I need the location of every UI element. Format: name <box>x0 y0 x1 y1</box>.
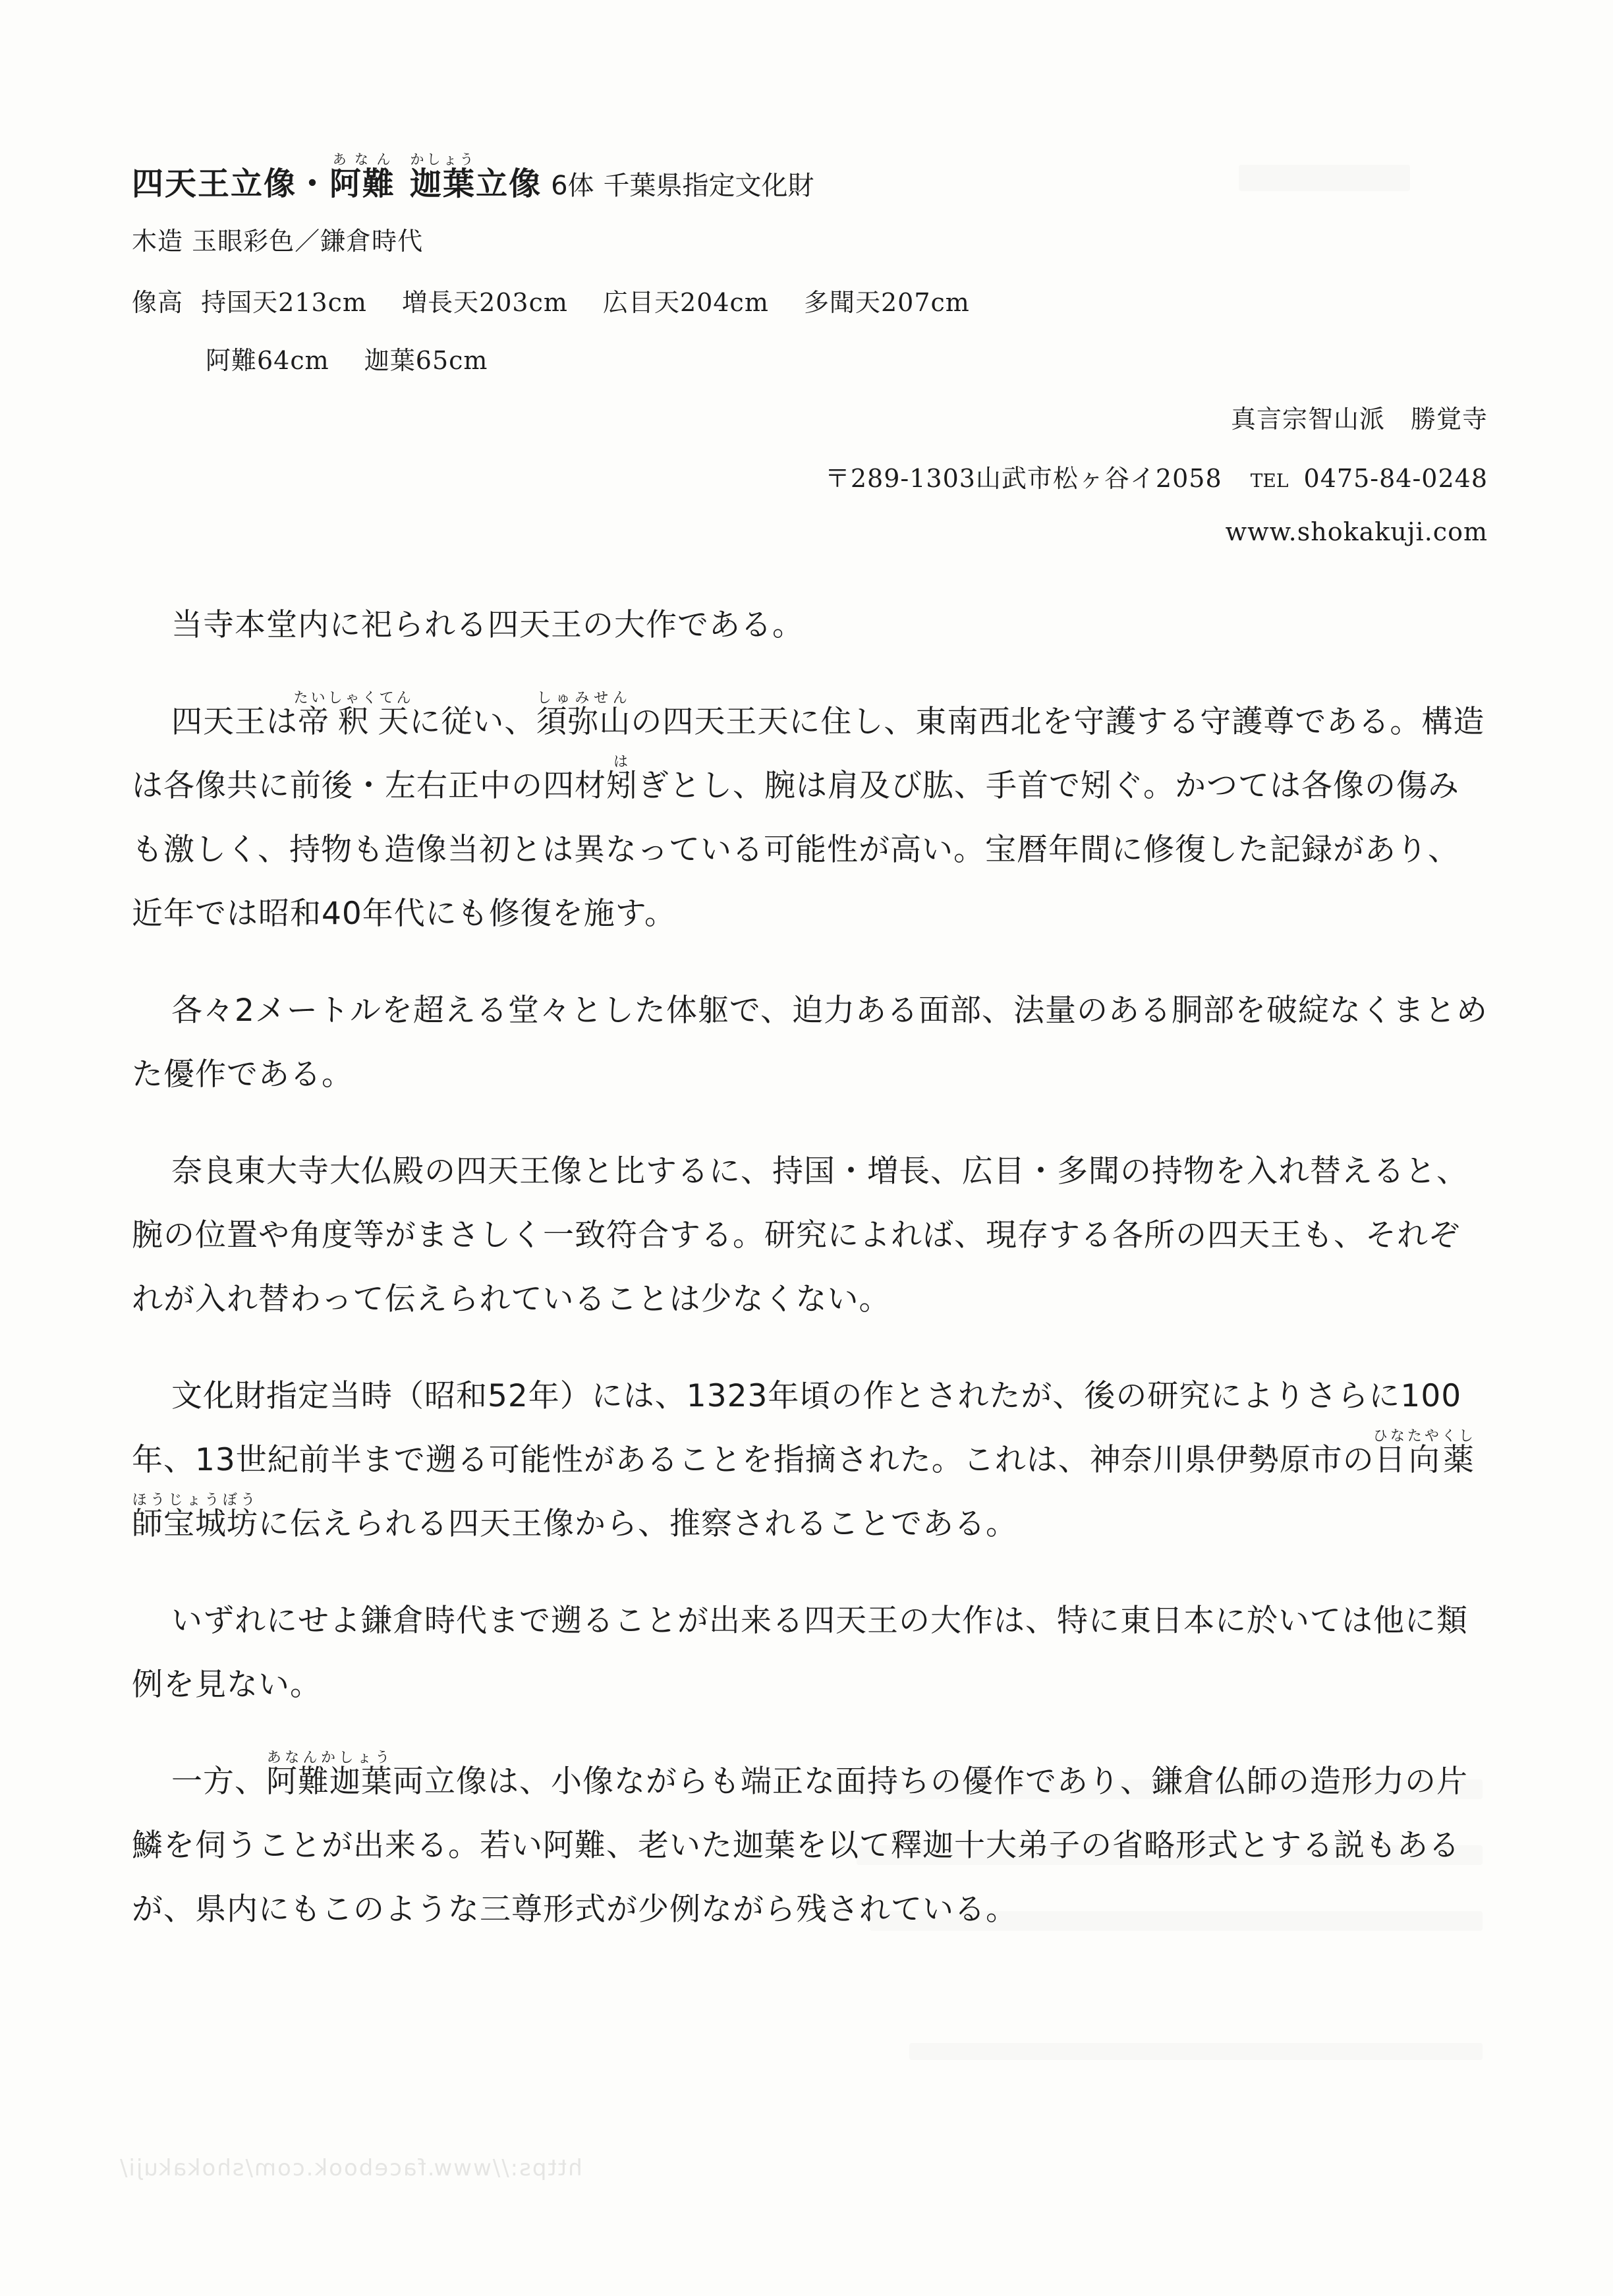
height-tamonten: 多聞天207cm <box>803 288 970 317</box>
height-komokuten: 広目天204cm <box>603 288 769 317</box>
scan-bleed <box>1239 165 1410 191</box>
bleed-through-url: https://www.facebook.com/shokakuji/ <box>119 2155 582 2181</box>
title-anan: 阿難あなん <box>329 152 396 202</box>
tel-number: 0475-84-0248 <box>1303 464 1488 493</box>
height-zochoten: 増長天203cm <box>402 288 568 317</box>
statue-heights-disciples <box>206 340 488 376</box>
height-kasho: 迦葉65cm <box>364 346 488 375</box>
paragraph-4: 奈良東大寺大仏殿の四天王像と比するに、持国・増長、広目・多聞の持物を入れ替えると、腕の位置や角度等がまさしく一致符合する。研究によれば、現存する各所の四天王も、それぞれが入れ替わって伝えられていることは少なくない。 <box>132 1153 1468 1317</box>
title-designation: 千葉県指定文化財 <box>603 171 814 201</box>
temple-website: www.shokakuji.com <box>1225 517 1488 546</box>
scan-bleed <box>909 2043 1483 2060</box>
document-title <box>132 152 814 204</box>
title-main-1: 四天王立像 <box>132 165 297 202</box>
title-separator: ・ <box>297 165 330 202</box>
material-period: 木造 玉眼彩色／鎌倉時代 <box>132 227 424 256</box>
paragraph-5: 文化財指定当時（昭和52年）には、1323年頃の作とされたが、後の研究によりさらに100年、13世紀前半まで遡る可能性があることを指摘された。これは、神奈川県伊勢原市の日向薬師宝城坊ひなたやくしほうじょうぼうに伝えられる四天王像から、推察されることである。 <box>132 1378 1476 1542</box>
tel-label: TEL <box>1250 470 1289 492</box>
paragraph-2: 四天王は帝釈天たいしゃくてんに従い、須弥山しゅみせんの四天王天に住し、東南西北を守護する守護尊である。構造は各像共に前後・左右正中の四材矧はぎとし、腕は肩及び肱、手首で矧ぐ。かつては各像の傷みも激しく、持物も造像当初とは異なっている可能性が高い。宝暦年間に修復した記録があり、近年では昭和40年代にも修復を施す。 <box>132 690 1485 932</box>
height-anan: 阿難64cm <box>206 346 329 375</box>
postal-address: 〒289-1303山武市松ヶ谷イ2058 <box>824 464 1222 493</box>
title-count: 6体 <box>551 171 594 201</box>
title-kasho: 迦葉かしょう <box>410 152 476 202</box>
paragraph-6: いずれにせよ鎌倉時代まで遡ることが出来る四天王の大作は、特に東日本に於いては他に類例を見ない。 <box>132 1603 1468 1703</box>
height-label: 像高 <box>132 288 184 317</box>
paragraph-3: 各々2メートルを超える堂々とした体躯で、迫力ある面部、法量のある胴部を破綻なくまとめた優作である。 <box>132 992 1488 1093</box>
title-main-2: 立像 <box>476 165 542 202</box>
temple-name: 真言宗智山派 勝覚寺 <box>1230 405 1488 434</box>
statue-heights <box>132 282 970 318</box>
paragraph-1: 当寺本堂内に祀られる四天王の大作である。 <box>171 607 804 643</box>
temple-address <box>825 458 1488 494</box>
height-jikokuten: 持国天213cm <box>201 288 367 317</box>
document-body <box>132 593 1489 1974</box>
paragraph-7: 一方、阿難迦葉あなんかしょう両立像は、小像ながらも端正な面持ちの優作であり、鎌倉仏師の造形力の片鱗を伺うことが出来る。若い阿難、老いた迦葉を以て釋迦十大弟子の省略形式とする説もあるが、県内にもこのような三尊形式が少例ながら残されている。 <box>132 1750 1468 1928</box>
